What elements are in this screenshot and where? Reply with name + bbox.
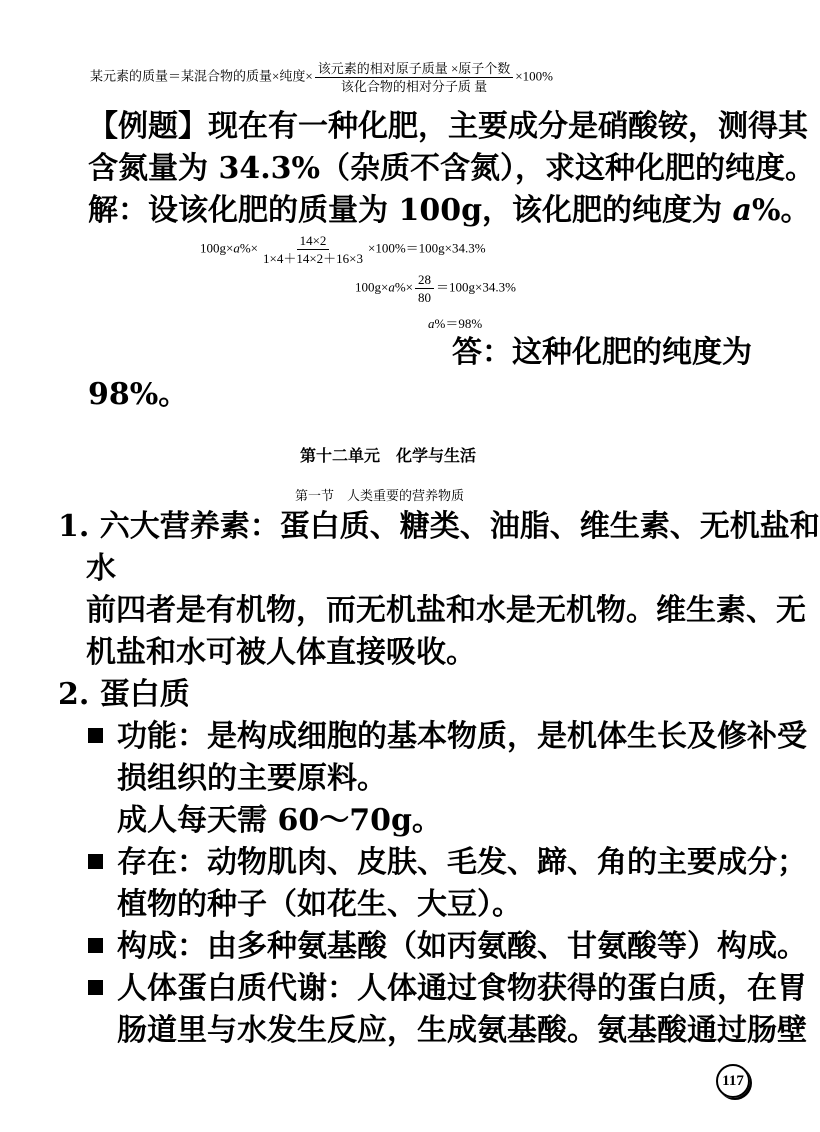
- calc-row-1-post: ×100%＝100g×34.3%: [368, 240, 486, 256]
- mass-formula: [90, 62, 553, 93]
- solution-variable: a: [732, 193, 752, 228]
- calc-row-1-num: 14×2: [297, 234, 330, 250]
- formula-denominator: 该化合物的相对分子质 量: [340, 79, 488, 94]
- bullet-composition: [88, 929, 807, 964]
- bullet-composition-text: 构成：由多种氨基酸（如丙氨酸、甘氨酸等）构成。: [117, 929, 807, 964]
- bullet-existence-line-2: 植物的种子（如花生、大豆）。: [117, 887, 522, 922]
- item-1-line-1: 1. 六大营养素：蛋白质、糖类、油脂、维生素、无机盐和: [58, 509, 820, 544]
- calc-row-2-fraction: [415, 273, 434, 304]
- solution-text: 解：设该化肥的质量为 100g，该化肥的纯度为: [88, 193, 733, 228]
- bullet-metabolism: [88, 971, 807, 1006]
- calc-row-3-post: %＝98%: [434, 316, 483, 331]
- calc-row-2-post: ＝100g×34.3%: [436, 279, 516, 295]
- item-1-line-4: 机盐和水可被人体直接吸收。: [86, 635, 476, 670]
- calc-row-2-den: 80: [418, 290, 432, 305]
- calc-row-2-pre: 100g×: [355, 279, 389, 295]
- calc-row-1-den: 1×4＋14×2＋16×3: [263, 251, 364, 266]
- calc-row-2-num: 28: [415, 273, 434, 289]
- answer-line-2: 98%。: [88, 377, 189, 412]
- page-number: 117: [716, 1064, 750, 1098]
- calc-row-1: [200, 234, 486, 265]
- bullet-existence: [88, 845, 807, 880]
- formula-purity: ×纯度×: [272, 68, 313, 84]
- formula-fraction: [315, 62, 514, 93]
- square-bullet-icon: [88, 980, 103, 995]
- item-1-line-2: 水: [86, 551, 116, 586]
- bullet-existence-text: 存在：动物肌肉、皮肤、毛发、蹄、角的主要成分；: [117, 845, 807, 880]
- square-bullet-icon: [88, 854, 103, 869]
- calc-row-2-mid: %×: [394, 279, 414, 295]
- calc-row-2: [355, 273, 516, 304]
- example-line-2: 含氮量为 34.3%（杂质不含氮），求这种化肥的纯度。: [88, 151, 816, 186]
- bullet-function-line-3: 成人每天需 60～70g。: [117, 803, 442, 838]
- calc-row-2-var: a: [388, 279, 395, 295]
- answer-line-1: 答：这种化肥的纯度为: [452, 335, 752, 370]
- square-bullet-icon: [88, 728, 103, 743]
- solution-end: %。: [751, 193, 811, 228]
- unit-title: 第十二单元 化学与生活: [300, 446, 477, 465]
- solution-line: [88, 193, 811, 228]
- bullet-function-text: 功能：是构成细胞的基本物质，是机体生长及修补受: [117, 719, 807, 754]
- section-title: 第一节 人类重要的营养物质: [295, 489, 465, 504]
- formula-numerator: 该元素的相对原子质量 ×原子个数: [315, 62, 514, 78]
- formula-lhs: 某元素的质量: [90, 68, 169, 84]
- calc-row-1-fraction: [260, 234, 366, 265]
- calc-row-1-var: a: [233, 240, 240, 256]
- calc-row-3-var: a: [428, 316, 435, 331]
- calc-row-1-mid: %×: [239, 240, 259, 256]
- formula-tail: ×100%: [515, 68, 553, 84]
- item-1-line-3: 前四者是有机物，而无机盐和水是无机物。维生素、无: [86, 593, 806, 628]
- calc-row-3: [428, 317, 482, 330]
- bullet-metabolism-text: 人体蛋白质代谢：人体通过食物获得的蛋白质，在胃: [117, 971, 807, 1006]
- bullet-function-line-2: 损组织的主要原料。: [117, 761, 387, 796]
- example-line-1: 【例题】现在有一种化肥，主要成分是硝酸铵，测得其: [88, 109, 808, 144]
- item-2-title: 2. 蛋白质: [58, 677, 190, 712]
- bullet-metabolism-line-2: 肠道里与水发生反应，生成氨基酸。氨基酸通过肠壁: [117, 1013, 807, 1048]
- square-bullet-icon: [88, 938, 103, 953]
- bullet-function: [88, 719, 807, 754]
- calc-row-1-pre: 100g×: [200, 240, 234, 256]
- formula-eq: ＝某混合物的质量: [168, 68, 273, 84]
